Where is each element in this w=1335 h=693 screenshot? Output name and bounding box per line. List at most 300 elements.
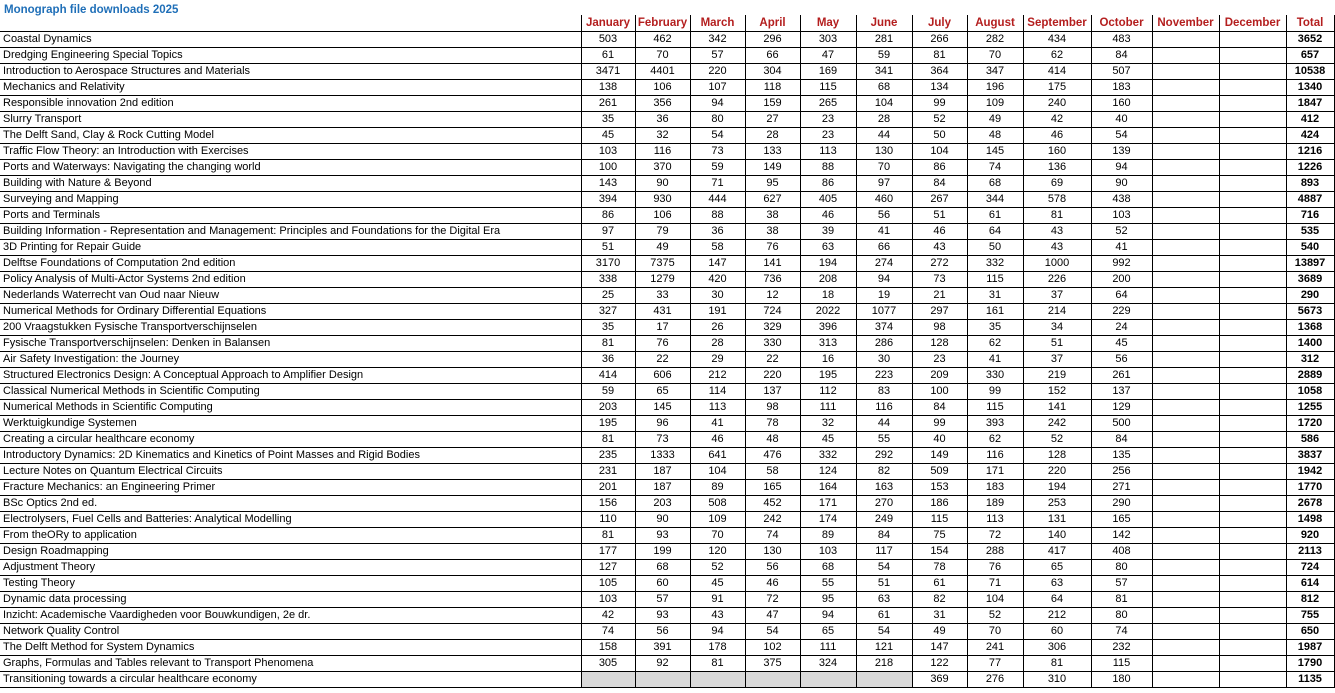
download-count-cell[interactable]: 141 — [1023, 400, 1091, 416]
download-count-cell[interactable]: 32 — [635, 128, 690, 144]
book-title-cell[interactable]: Traffic Flow Theory: an Introduction with Exercises — [0, 144, 581, 160]
download-count-cell[interactable]: 94 — [690, 624, 745, 640]
download-count-cell[interactable]: 77 — [967, 656, 1023, 672]
download-count-cell[interactable]: 82 — [912, 592, 967, 608]
download-count-cell[interactable] — [1152, 576, 1219, 592]
download-count-cell[interactable]: 54 — [1091, 128, 1152, 144]
download-count-cell[interactable]: 161 — [967, 304, 1023, 320]
download-count-cell[interactable]: 74 — [967, 160, 1023, 176]
row-total-cell[interactable]: 424 — [1286, 128, 1334, 144]
download-count-cell[interactable]: 438 — [1091, 192, 1152, 208]
download-count-cell[interactable]: 68 — [967, 176, 1023, 192]
download-count-cell[interactable]: 36 — [635, 112, 690, 128]
download-count-cell[interactable]: 57 — [690, 48, 745, 64]
download-count-cell[interactable]: 51 — [912, 208, 967, 224]
download-count-cell[interactable] — [1152, 208, 1219, 224]
download-count-cell[interactable] — [1152, 144, 1219, 160]
download-count-cell[interactable]: 38 — [745, 224, 800, 240]
download-count-cell[interactable]: 99 — [967, 384, 1023, 400]
download-count-cell[interactable]: 152 — [1023, 384, 1091, 400]
download-count-cell[interactable]: 183 — [967, 480, 1023, 496]
download-count-cell[interactable]: 45 — [581, 128, 635, 144]
download-count-cell[interactable]: 256 — [1091, 464, 1152, 480]
download-count-cell[interactable]: 177 — [581, 544, 635, 560]
download-count-cell[interactable]: 160 — [1023, 144, 1091, 160]
download-count-cell[interactable]: 55 — [800, 576, 856, 592]
download-count-cell[interactable]: 49 — [635, 240, 690, 256]
download-count-cell[interactable]: 627 — [745, 192, 800, 208]
download-count-cell[interactable]: 2022 — [800, 304, 856, 320]
download-count-cell[interactable] — [1152, 160, 1219, 176]
download-count-cell[interactable]: 41 — [1091, 240, 1152, 256]
download-count-cell[interactable]: 203 — [635, 496, 690, 512]
download-count-cell[interactable]: 241 — [967, 640, 1023, 656]
download-count-cell[interactable] — [1219, 640, 1286, 656]
book-title-cell[interactable]: Adjustment Theory — [0, 560, 581, 576]
book-title-cell[interactable]: Slurry Transport — [0, 112, 581, 128]
download-count-cell[interactable]: 43 — [1023, 224, 1091, 240]
download-count-cell[interactable] — [1219, 608, 1286, 624]
download-count-cell[interactable]: 109 — [690, 512, 745, 528]
month-header-february[interactable]: February — [635, 15, 690, 32]
download-count-cell[interactable]: 199 — [635, 544, 690, 560]
download-count-cell[interactable]: 191 — [690, 304, 745, 320]
download-count-cell[interactable] — [1219, 128, 1286, 144]
download-count-cell[interactable]: 434 — [1023, 32, 1091, 48]
download-count-cell[interactable]: 508 — [690, 496, 745, 512]
download-count-cell[interactable]: 118 — [745, 80, 800, 96]
download-count-cell[interactable]: 63 — [1023, 576, 1091, 592]
download-count-cell[interactable]: 220 — [690, 64, 745, 80]
row-total-cell[interactable]: 3689 — [1286, 272, 1334, 288]
download-count-cell[interactable]: 21 — [912, 288, 967, 304]
download-count-cell[interactable]: 55 — [856, 432, 912, 448]
download-count-cell[interactable] — [635, 672, 690, 688]
download-count-cell[interactable]: 81 — [1091, 592, 1152, 608]
download-count-cell[interactable]: 180 — [1091, 672, 1152, 688]
download-count-cell[interactable]: 48 — [967, 128, 1023, 144]
download-count-cell[interactable]: 66 — [856, 240, 912, 256]
download-count-cell[interactable]: 64 — [1023, 592, 1091, 608]
download-count-cell[interactable]: 135 — [1091, 448, 1152, 464]
download-count-cell[interactable]: 35 — [581, 112, 635, 128]
download-count-cell[interactable]: 116 — [635, 144, 690, 160]
month-header-november[interactable]: November — [1152, 15, 1219, 32]
download-count-cell[interactable]: 1333 — [635, 448, 690, 464]
download-count-cell[interactable]: 62 — [967, 336, 1023, 352]
download-count-cell[interactable]: 393 — [967, 416, 1023, 432]
row-total-cell[interactable]: 3837 — [1286, 448, 1334, 464]
download-count-cell[interactable]: 66 — [745, 48, 800, 64]
row-total-cell[interactable]: 5673 — [1286, 304, 1334, 320]
download-count-cell[interactable]: 414 — [581, 368, 635, 384]
download-count-cell[interactable]: 81 — [1023, 208, 1091, 224]
download-count-cell[interactable]: 48 — [745, 432, 800, 448]
download-count-cell[interactable]: 103 — [800, 544, 856, 560]
download-count-cell[interactable]: 36 — [690, 224, 745, 240]
row-total-cell[interactable]: 1255 — [1286, 400, 1334, 416]
download-count-cell[interactable]: 56 — [635, 624, 690, 640]
row-total-cell[interactable]: 312 — [1286, 352, 1334, 368]
download-count-cell[interactable] — [1152, 640, 1219, 656]
download-count-cell[interactable]: 606 — [635, 368, 690, 384]
download-count-cell[interactable] — [1219, 400, 1286, 416]
row-total-cell[interactable]: 4887 — [1286, 192, 1334, 208]
download-count-cell[interactable]: 137 — [745, 384, 800, 400]
download-count-cell[interactable]: 16 — [800, 352, 856, 368]
download-count-cell[interactable]: 52 — [912, 112, 967, 128]
book-title-cell[interactable]: Dynamic data processing — [0, 592, 581, 608]
download-count-cell[interactable]: 137 — [1091, 384, 1152, 400]
download-count-cell[interactable] — [1152, 80, 1219, 96]
download-count-cell[interactable]: 143 — [581, 176, 635, 192]
download-count-cell[interactable]: 86 — [912, 160, 967, 176]
book-title-cell[interactable]: Building with Nature & Beyond — [0, 176, 581, 192]
month-header-april[interactable]: April — [745, 15, 800, 32]
download-count-cell[interactable]: 332 — [800, 448, 856, 464]
download-count-cell[interactable]: 89 — [690, 480, 745, 496]
download-count-cell[interactable]: 82 — [856, 464, 912, 480]
download-count-cell[interactable]: 203 — [581, 400, 635, 416]
download-count-cell[interactable]: 249 — [856, 512, 912, 528]
download-count-cell[interactable]: 341 — [856, 64, 912, 80]
download-count-cell[interactable] — [1219, 160, 1286, 176]
download-count-cell[interactable]: 61 — [912, 576, 967, 592]
download-count-cell[interactable]: 56 — [1091, 352, 1152, 368]
download-count-cell[interactable]: 417 — [1023, 544, 1091, 560]
row-total-cell[interactable]: 1847 — [1286, 96, 1334, 112]
download-count-cell[interactable]: 240 — [1023, 96, 1091, 112]
download-count-cell[interactable]: 329 — [745, 320, 800, 336]
download-count-cell[interactable]: 209 — [912, 368, 967, 384]
month-header-january[interactable]: January — [581, 15, 635, 32]
download-count-cell[interactable]: 83 — [856, 384, 912, 400]
month-header-july[interactable]: July — [912, 15, 967, 32]
download-count-cell[interactable]: 136 — [1023, 160, 1091, 176]
download-count-cell[interactable] — [1219, 672, 1286, 688]
download-count-cell[interactable] — [1152, 176, 1219, 192]
download-count-cell[interactable] — [1152, 384, 1219, 400]
download-count-cell[interactable] — [1152, 352, 1219, 368]
download-count-cell[interactable] — [1219, 560, 1286, 576]
download-count-cell[interactable]: 159 — [745, 96, 800, 112]
download-count-cell[interactable]: 110 — [581, 512, 635, 528]
download-count-cell[interactable]: 62 — [1023, 48, 1091, 64]
row-total-cell[interactable]: 10538 — [1286, 64, 1334, 80]
row-total-cell[interactable]: 1790 — [1286, 656, 1334, 672]
download-count-cell[interactable]: 74 — [1091, 624, 1152, 640]
download-count-cell[interactable] — [1219, 288, 1286, 304]
download-count-cell[interactable] — [1152, 608, 1219, 624]
download-count-cell[interactable]: 290 — [1091, 496, 1152, 512]
download-count-cell[interactable]: 171 — [800, 496, 856, 512]
download-count-cell[interactable] — [1152, 560, 1219, 576]
book-title-cell[interactable]: Testing Theory — [0, 576, 581, 592]
download-count-cell[interactable]: 201 — [581, 480, 635, 496]
download-count-cell[interactable] — [1219, 304, 1286, 320]
download-count-cell[interactable] — [1152, 480, 1219, 496]
download-count-cell[interactable]: 171 — [967, 464, 1023, 480]
row-total-cell[interactable]: 1942 — [1286, 464, 1334, 480]
download-count-cell[interactable] — [1152, 448, 1219, 464]
download-count-cell[interactable]: 97 — [856, 176, 912, 192]
download-count-cell[interactable]: 88 — [690, 208, 745, 224]
download-count-cell[interactable]: 165 — [745, 480, 800, 496]
download-count-cell[interactable]: 127 — [581, 560, 635, 576]
download-count-cell[interactable]: 91 — [690, 592, 745, 608]
download-count-cell[interactable]: 59 — [690, 160, 745, 176]
download-count-cell[interactable] — [1152, 112, 1219, 128]
download-count-cell[interactable]: 44 — [856, 128, 912, 144]
download-count-cell[interactable]: 142 — [1091, 528, 1152, 544]
download-count-cell[interactable]: 51 — [1023, 336, 1091, 352]
row-total-cell[interactable]: 1135 — [1286, 672, 1334, 688]
download-count-cell[interactable] — [1219, 240, 1286, 256]
book-title-cell[interactable]: Structured Electronics Design: A Conceptual Approach to Amplifier Design — [0, 368, 581, 384]
download-count-cell[interactable]: 370 — [635, 160, 690, 176]
download-count-cell[interactable]: 736 — [745, 272, 800, 288]
download-count-cell[interactable]: 992 — [1091, 256, 1152, 272]
download-count-cell[interactable]: 39 — [800, 224, 856, 240]
download-count-cell[interactable]: 106 — [635, 80, 690, 96]
row-total-cell[interactable]: 2889 — [1286, 368, 1334, 384]
download-count-cell[interactable]: 128 — [912, 336, 967, 352]
download-count-cell[interactable]: 73 — [690, 144, 745, 160]
download-count-cell[interactable]: 98 — [912, 320, 967, 336]
download-count-cell[interactable]: 35 — [967, 320, 1023, 336]
download-count-cell[interactable]: 57 — [635, 592, 690, 608]
download-count-cell[interactable]: 154 — [912, 544, 967, 560]
download-count-cell[interactable] — [1152, 32, 1219, 48]
download-count-cell[interactable]: 194 — [1023, 480, 1091, 496]
download-count-cell[interactable]: 452 — [745, 496, 800, 512]
download-count-cell[interactable]: 61 — [581, 48, 635, 64]
download-count-cell[interactable] — [581, 672, 635, 688]
row-total-cell[interactable]: 535 — [1286, 224, 1334, 240]
download-count-cell[interactable]: 153 — [912, 480, 967, 496]
download-count-cell[interactable]: 63 — [800, 240, 856, 256]
download-count-cell[interactable]: 124 — [800, 464, 856, 480]
download-count-cell[interactable]: 292 — [856, 448, 912, 464]
download-count-cell[interactable] — [1152, 256, 1219, 272]
download-count-cell[interactable]: 175 — [1023, 80, 1091, 96]
download-count-cell[interactable]: 431 — [635, 304, 690, 320]
book-title-cell[interactable]: Lecture Notes on Quantum Electrical Circuits — [0, 464, 581, 480]
book-title-cell[interactable]: Graphs, Formulas and Tables relevant to Transport Phenomena — [0, 656, 581, 672]
download-count-cell[interactable] — [1152, 464, 1219, 480]
book-title-cell[interactable]: Building Information - Representation and Management: Principles and Foundations for the Digital Era — [0, 224, 581, 240]
download-count-cell[interactable]: 111 — [800, 640, 856, 656]
download-count-cell[interactable]: 174 — [800, 512, 856, 528]
download-count-cell[interactable]: 130 — [745, 544, 800, 560]
book-title-cell[interactable]: Introduction to Aerospace Structures and Materials — [0, 64, 581, 80]
download-count-cell[interactable]: 507 — [1091, 64, 1152, 80]
download-count-cell[interactable]: 103 — [581, 592, 635, 608]
download-count-cell[interactable]: 37 — [1023, 288, 1091, 304]
download-count-cell[interactable] — [1152, 368, 1219, 384]
download-count-cell[interactable]: 68 — [635, 560, 690, 576]
download-count-cell[interactable]: 65 — [800, 624, 856, 640]
month-header-october[interactable]: October — [1091, 15, 1152, 32]
download-count-cell[interactable]: 94 — [690, 96, 745, 112]
download-count-cell[interactable]: 94 — [1091, 160, 1152, 176]
download-count-cell[interactable]: 187 — [635, 480, 690, 496]
download-count-cell[interactable]: 113 — [967, 512, 1023, 528]
download-count-cell[interactable]: 115 — [967, 272, 1023, 288]
download-count-cell[interactable]: 52 — [1023, 432, 1091, 448]
download-count-cell[interactable]: 47 — [800, 48, 856, 64]
download-count-cell[interactable] — [856, 672, 912, 688]
download-count-cell[interactable] — [1219, 192, 1286, 208]
book-title-cell[interactable]: Air Safety Investigation: the Journey — [0, 352, 581, 368]
row-total-cell[interactable]: 3652 — [1286, 32, 1334, 48]
download-count-cell[interactable] — [1219, 224, 1286, 240]
download-count-cell[interactable]: 261 — [581, 96, 635, 112]
download-count-cell[interactable] — [1219, 352, 1286, 368]
download-count-cell[interactable]: 47 — [745, 608, 800, 624]
download-count-cell[interactable]: 212 — [1023, 608, 1091, 624]
download-count-cell[interactable]: 313 — [800, 336, 856, 352]
download-count-cell[interactable] — [1219, 496, 1286, 512]
download-count-cell[interactable]: 46 — [800, 208, 856, 224]
download-count-cell[interactable] — [1152, 624, 1219, 640]
book-title-cell[interactable]: 3D Printing for Repair Guide — [0, 240, 581, 256]
download-count-cell[interactable] — [1152, 240, 1219, 256]
download-count-cell[interactable] — [1219, 544, 1286, 560]
book-title-cell[interactable]: The Delft Method for System Dynamics — [0, 640, 581, 656]
download-count-cell[interactable]: 223 — [856, 368, 912, 384]
download-count-cell[interactable]: 212 — [690, 368, 745, 384]
download-count-cell[interactable] — [1152, 416, 1219, 432]
download-count-cell[interactable]: 107 — [690, 80, 745, 96]
download-count-cell[interactable]: 208 — [800, 272, 856, 288]
book-title-cell[interactable]: Coastal Dynamics — [0, 32, 581, 48]
download-count-cell[interactable]: 29 — [690, 352, 745, 368]
download-count-cell[interactable]: 49 — [912, 624, 967, 640]
download-count-cell[interactable]: 103 — [581, 144, 635, 160]
download-count-cell[interactable]: 115 — [912, 512, 967, 528]
download-count-cell[interactable]: 50 — [967, 240, 1023, 256]
row-total-cell[interactable]: 412 — [1286, 112, 1334, 128]
download-count-cell[interactable]: 281 — [856, 32, 912, 48]
download-count-cell[interactable]: 306 — [1023, 640, 1091, 656]
download-count-cell[interactable]: 120 — [690, 544, 745, 560]
download-count-cell[interactable]: 40 — [912, 432, 967, 448]
download-count-cell[interactable]: 147 — [912, 640, 967, 656]
download-count-cell[interactable]: 141 — [745, 256, 800, 272]
row-total-cell[interactable]: 1770 — [1286, 480, 1334, 496]
download-count-cell[interactable]: 45 — [1091, 336, 1152, 352]
download-count-cell[interactable]: 31 — [967, 288, 1023, 304]
download-count-cell[interactable]: 394 — [581, 192, 635, 208]
download-count-cell[interactable] — [1219, 272, 1286, 288]
book-title-cell[interactable]: BSc Optics 2nd ed. — [0, 496, 581, 512]
book-title-cell[interactable]: Creating a circular healthcare economy — [0, 432, 581, 448]
download-count-cell[interactable]: 288 — [967, 544, 1023, 560]
download-count-cell[interactable]: 90 — [635, 176, 690, 192]
download-count-cell[interactable]: 81 — [581, 528, 635, 544]
download-count-cell[interactable]: 84 — [1091, 48, 1152, 64]
download-count-cell[interactable]: 96 — [635, 416, 690, 432]
download-count-cell[interactable]: 266 — [912, 32, 967, 48]
download-count-cell[interactable]: 189 — [967, 496, 1023, 512]
download-count-cell[interactable]: 68 — [800, 560, 856, 576]
download-count-cell[interactable]: 117 — [856, 544, 912, 560]
download-count-cell[interactable]: 70 — [967, 624, 1023, 640]
download-count-cell[interactable]: 56 — [745, 560, 800, 576]
download-count-cell[interactable]: 26 — [690, 320, 745, 336]
book-title-cell[interactable]: Mechanics and Relativity — [0, 80, 581, 96]
download-count-cell[interactable] — [1219, 64, 1286, 80]
download-count-cell[interactable] — [1152, 320, 1219, 336]
download-count-cell[interactable]: 42 — [581, 608, 635, 624]
download-count-cell[interactable]: 140 — [1023, 528, 1091, 544]
download-count-cell[interactable]: 76 — [967, 560, 1023, 576]
download-count-cell[interactable]: 122 — [912, 656, 967, 672]
download-count-cell[interactable]: 115 — [967, 400, 1023, 416]
row-total-cell[interactable]: 650 — [1286, 624, 1334, 640]
download-count-cell[interactable] — [1219, 80, 1286, 96]
download-count-cell[interactable] — [1219, 112, 1286, 128]
download-count-cell[interactable]: 54 — [856, 624, 912, 640]
download-count-cell[interactable]: 342 — [690, 32, 745, 48]
download-count-cell[interactable]: 93 — [635, 528, 690, 544]
download-count-cell[interactable]: 80 — [1091, 608, 1152, 624]
download-count-cell[interactable]: 509 — [912, 464, 967, 480]
row-total-cell[interactable]: 920 — [1286, 528, 1334, 544]
download-count-cell[interactable] — [1219, 512, 1286, 528]
download-count-cell[interactable]: 115 — [800, 80, 856, 96]
download-count-cell[interactable]: 104 — [856, 96, 912, 112]
download-count-cell[interactable]: 94 — [800, 608, 856, 624]
download-count-cell[interactable]: 242 — [745, 512, 800, 528]
download-count-cell[interactable]: 81 — [1023, 656, 1091, 672]
download-count-cell[interactable]: 356 — [635, 96, 690, 112]
download-count-cell[interactable]: 133 — [745, 144, 800, 160]
download-count-cell[interactable]: 130 — [856, 144, 912, 160]
download-count-cell[interactable]: 17 — [635, 320, 690, 336]
download-count-cell[interactable]: 51 — [856, 576, 912, 592]
download-count-cell[interactable]: 90 — [635, 512, 690, 528]
row-total-cell[interactable]: 1368 — [1286, 320, 1334, 336]
download-count-cell[interactable]: 23 — [800, 112, 856, 128]
download-count-cell[interactable] — [1152, 224, 1219, 240]
download-count-cell[interactable] — [1219, 416, 1286, 432]
download-count-cell[interactable]: 374 — [856, 320, 912, 336]
book-title-cell[interactable]: Transitioning towards a circular healthcare economy — [0, 672, 581, 688]
download-count-cell[interactable] — [1152, 48, 1219, 64]
download-count-cell[interactable]: 724 — [745, 304, 800, 320]
download-count-cell[interactable]: 52 — [690, 560, 745, 576]
download-count-cell[interactable]: 57 — [1091, 576, 1152, 592]
row-total-cell[interactable]: 1720 — [1286, 416, 1334, 432]
download-count-cell[interactable]: 95 — [800, 592, 856, 608]
download-count-cell[interactable]: 65 — [635, 384, 690, 400]
row-total-cell[interactable]: 614 — [1286, 576, 1334, 592]
download-count-cell[interactable]: 54 — [856, 560, 912, 576]
download-count-cell[interactable]: 44 — [856, 416, 912, 432]
download-count-cell[interactable]: 22 — [745, 352, 800, 368]
download-count-cell[interactable] — [1219, 96, 1286, 112]
book-title-cell[interactable]: The Delft Sand, Clay & Rock Cutting Model — [0, 128, 581, 144]
download-count-cell[interactable]: 27 — [745, 112, 800, 128]
book-title-cell[interactable]: Classical Numerical Methods in Scientific Computing — [0, 384, 581, 400]
download-count-cell[interactable]: 304 — [745, 64, 800, 80]
download-count-cell[interactable]: 46 — [690, 432, 745, 448]
download-count-cell[interactable]: 303 — [800, 32, 856, 48]
download-count-cell[interactable]: 274 — [856, 256, 912, 272]
download-count-cell[interactable]: 68 — [856, 80, 912, 96]
